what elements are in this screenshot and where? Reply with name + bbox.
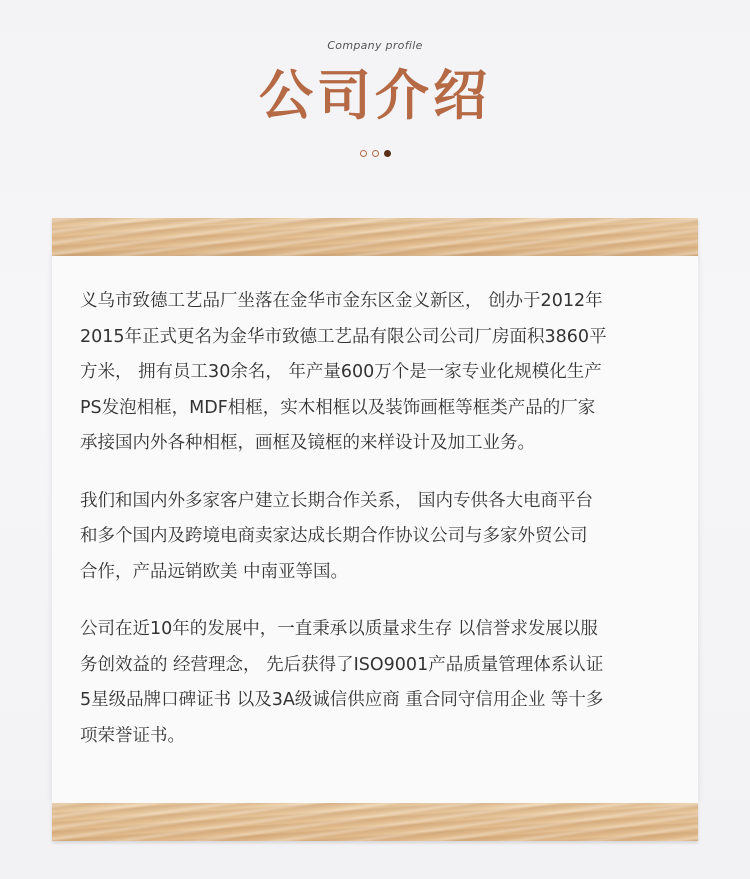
section-subtitle: Company profile [327,39,423,52]
dot-icon [372,150,379,157]
profile-panel [52,256,698,803]
text-line: 和多个国内及跨境电商卖家达成长期合作协议公司与多家外贸公司 [80,526,588,546]
text-line: 公司在近10年的发展中，一直秉承以质量求生存 以信誉求发展以服 [80,619,598,639]
profile-content [80,284,680,776]
wood-rail-top [52,218,698,256]
text-line: 项荣誉证书。 [80,725,185,746]
paragraph-intro [80,284,680,462]
text-line: 我们和国内外多家客户建立长期合作关系， 国内专供各大电商平台 [80,490,594,511]
paragraph-honors [80,612,680,754]
text-line: PS发泡相框，MDF相框，实木相框以及装饰画框等框类产品的厂家 [80,397,596,418]
text-line: 务创效益的 经营理念， 先后获得了ISO9001产品质量管理体系认证 [80,654,604,675]
text-line: 2015年正式更名为金华市致德工艺品有限公司公司厂房面积3860平 [80,326,607,347]
text-line: 合作，产品远销欧美 中南亚等国。 [80,561,349,582]
text-line: 5星级品牌口碑证书 以及3A级诚信供应商 重合同守信用企业 等十多 [80,690,604,710]
text-line: 义乌市致德工艺品厂坐落在金华市金东区金义新区， 创办于2012年 [80,291,603,311]
section-title: 公司介绍 [259,63,491,127]
dot-icon [360,150,367,157]
text-line: 方米， 拥有员工30余名， 年产量600万个是一家专业化规模化生产 [80,362,602,382]
dot-filled-icon [384,150,391,157]
decorative-dots [0,150,750,157]
paragraph-partners [80,484,680,591]
wood-rail-bottom [52,803,698,841]
text-line: 承接国内外各种相框，画框及镜框的来样设计及加工业务。 [80,433,535,453]
